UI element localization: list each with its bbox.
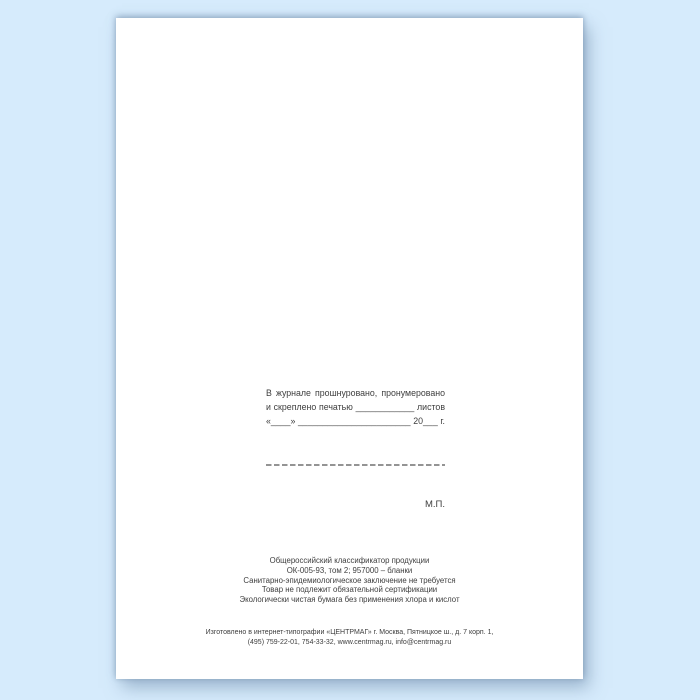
printer-footer-line-2: (495) 759-22-01, 754-33-32, www.centrmag.ru, info@centrmag.ru [247,639,452,646]
certification-line-3: «____» _______________________ 20___ г. [266,416,445,426]
document-page [116,18,583,679]
classifier-line: Санитарно-эпидемиологическое заключение не требуется [243,575,456,585]
classifier-line: Общероссийский классификатор продукции [269,556,430,565]
journal-certification-block [266,386,445,428]
classifier-line: Экологически чистая бумага без применения хлора и кислот [239,595,460,605]
printer-footer-line-1: Изготовлено в интернет-типографии «ЦЕНТРМАГ» г. Москва, Пятницкое ш., д. 7 корп. 1, [205,629,494,636]
printer-footer [116,628,583,648]
certification-line-1: В журнале прошнуровано, пронумеровано [266,388,445,398]
stamp-place-label: М.П. [424,499,445,510]
product-classifier-block [116,556,583,605]
signature-dashed-line [266,464,445,466]
classifier-line: ОК-005-93, том 2; 957000 – бланки [286,565,413,575]
classifier-line: Товар не подлежит обязательной сертификации [261,585,438,595]
certification-line-2: и скреплено печатью ____________ листов [266,402,445,412]
